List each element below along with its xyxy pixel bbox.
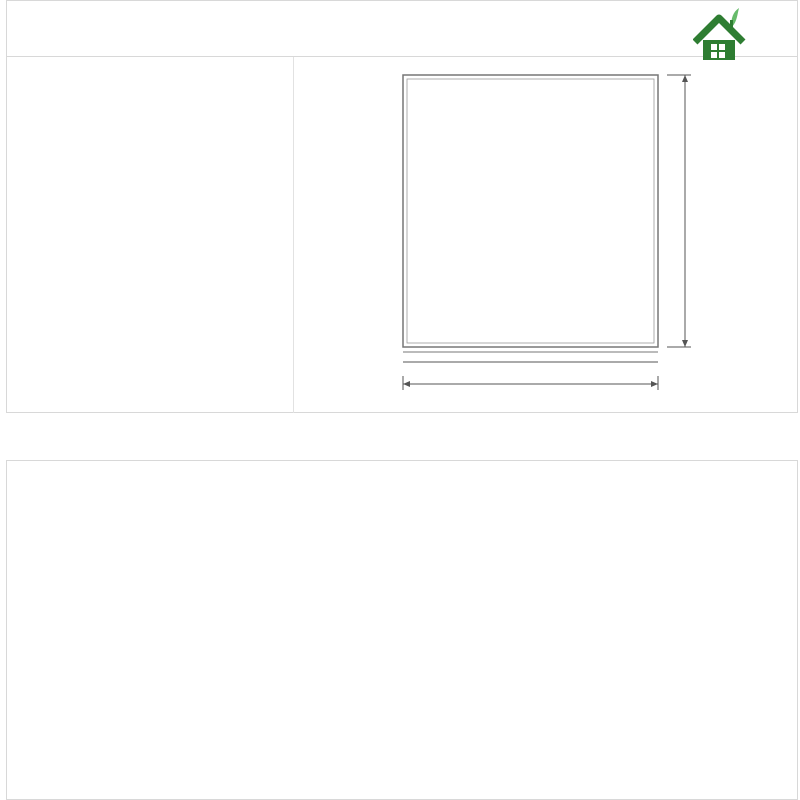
- house-logo-icon: [693, 2, 800, 88]
- title-divider: [6, 56, 798, 57]
- panel-divider: [293, 57, 294, 413]
- outer-frame: [403, 75, 658, 347]
- door-drawing: [395, 70, 695, 400]
- cut-size-panel: [6, 460, 798, 800]
